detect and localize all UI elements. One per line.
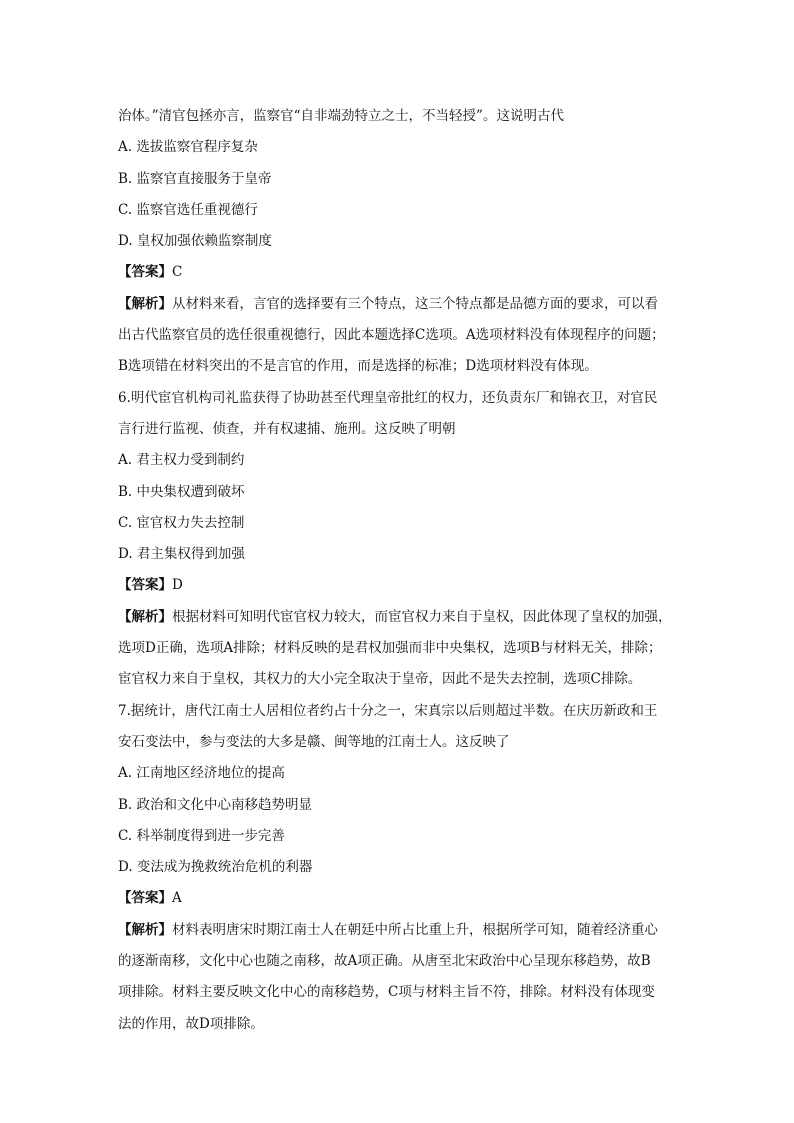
text-line: B. 政治和文化中心南移趋势明显 bbox=[118, 796, 313, 813]
text-line: 言行进行监视、侦查，并有权逮捕、施刑。这反映了明朝 bbox=[118, 420, 456, 437]
answer-label: 【答案】 bbox=[118, 577, 172, 594]
answer-value: A bbox=[172, 890, 182, 907]
text-line: A. 选拔监察官程序复杂 bbox=[118, 139, 258, 156]
text-line: 项排除。材料主要反映文化中心的南移趋势，C项与材料主旨不符，排除。材料没有体现变 bbox=[118, 984, 655, 1001]
analysis-label: 【解析】 bbox=[118, 921, 172, 938]
analysis-label: 【解析】 bbox=[118, 608, 172, 625]
answer-label: 【答案】 bbox=[118, 890, 172, 907]
text-line: 选项D正确，选项A排除；材料反映的是君权加强而非中央集权，选项B与材料无关，排除； bbox=[118, 640, 662, 657]
text-line: 的逐渐南移，文化中心也随之南移，故A项正确。从唐至北宋政治中心呈现东移趋势，故B bbox=[118, 953, 651, 970]
text-line: 法的作用，故D项排除。 bbox=[118, 1015, 264, 1032]
analysis-label: 【解析】 bbox=[118, 295, 172, 312]
text-line: B选项错在材料突出的不是言官的作用，而是选择的标准；D选项材料没有体现。 bbox=[118, 358, 598, 375]
text-line: C. 监察官选任重视德行 bbox=[118, 201, 258, 218]
answer-line bbox=[118, 883, 678, 914]
analysis-line bbox=[118, 915, 678, 946]
text-line: 安石变法中，参与变法的大多是赣、闽等地的江南士人。这反映了 bbox=[118, 733, 510, 750]
answer-line bbox=[118, 570, 678, 601]
text-line: D. 君主集权得到加强 bbox=[118, 546, 245, 563]
analysis-text: 根据材料可知明代宦官权力较大，而宦官权力来自于皇权，因此体现了皇权的加强， bbox=[172, 608, 672, 625]
answer-label: 【答案】 bbox=[118, 264, 172, 281]
text-line: B. 中央集权遭到破坏 bbox=[118, 483, 245, 500]
text-line: C. 宦官权力失去控制 bbox=[118, 514, 245, 531]
text-line: B. 监察官直接服务于皇帝 bbox=[118, 170, 272, 187]
answer-line bbox=[118, 257, 678, 288]
text-line: C. 科举制度得到进一步完善 bbox=[118, 827, 285, 844]
answer-value: D bbox=[172, 577, 183, 594]
document-body bbox=[118, 101, 678, 1040]
answer-value: C bbox=[172, 264, 183, 281]
analysis-text: 从材料来看，言官的选择要有三个特点，这三个特点都是品德方面的要求，可以看 bbox=[172, 295, 658, 312]
text-line: 出古代监察官员的选任很重视德行，因此本题选择C选项。A选项材料没有体现程序的问题； bbox=[118, 327, 665, 344]
text-line: 治体。”清官包拯亦言，监察官“自非端劲特立之士，不当轻授”。这说明古代 bbox=[118, 108, 564, 124]
text-line: D. 变法成为挽救统治危机的利器 bbox=[118, 859, 313, 876]
text-line: 6.明代宦官机构司礼监获得了协助甚至代理皇帝批红的权力，还负责东厂和锦衣卫，对官民 bbox=[118, 389, 658, 406]
analysis-text: 材料表明唐宋时期江南士人在朝廷中所占比重上升，根据所学可知，随着经济重心 bbox=[172, 921, 658, 938]
text-line: 宦官权力来自于皇权，其权力的大小完全取决于皇帝，因此不是失去控制，选项C排除。 bbox=[118, 671, 642, 688]
text-line: D. 皇权加强依赖监察制度 bbox=[118, 233, 272, 250]
text-line: 7.据统计，唐代江南士人居相位者约占十分之一，宋真宗以后则超过半数。在庆历新政和王 bbox=[118, 702, 658, 719]
analysis-line bbox=[118, 289, 678, 320]
text-line: A. 君主权力受到制约 bbox=[118, 452, 245, 469]
text-line: A. 江南地区经济地位的提高 bbox=[118, 765, 285, 782]
analysis-line bbox=[118, 602, 678, 633]
